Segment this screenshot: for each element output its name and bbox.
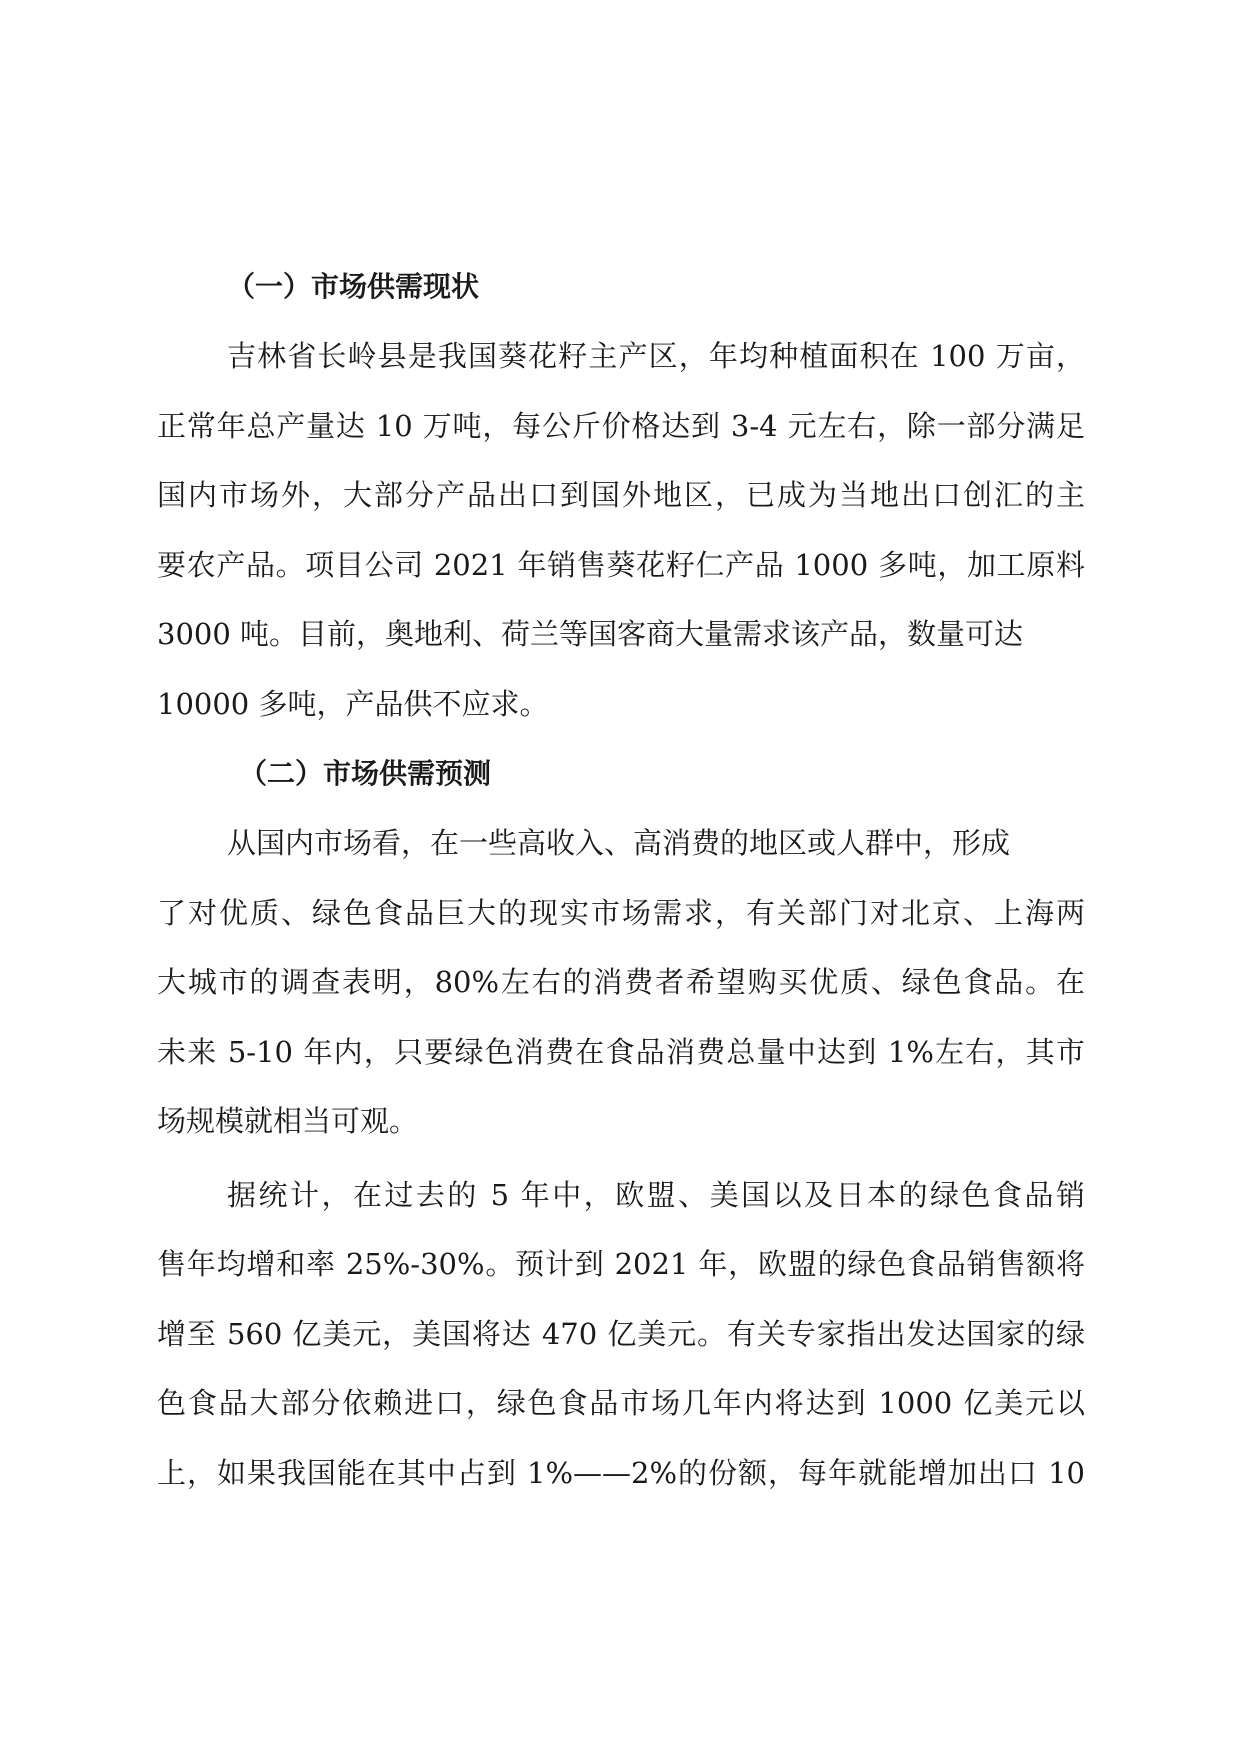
paragraph-domestic-market — [157, 809, 1085, 1157]
text-line: 未来 5-10 年内，只要绿色消费在食品消费总量中达到 1%左右，其市 — [157, 1034, 1085, 1069]
text-line: 场规模就相当可观。 — [157, 1104, 419, 1138]
text-line: 据统计，在过去的 5 年中，欧盟、美国以及日本的绿色食品销 — [227, 1177, 1085, 1212]
text-line: 售年均增和率 25%-30%。预计到 2021 年，欧盟的绿色食品销售额将 — [157, 1247, 1085, 1281]
text-line: 正常年总产量达 10 万吨，每公斤价格达到 3-4 元左右，除一部分满足 — [157, 408, 1085, 443]
paragraph-international-market — [157, 1161, 1085, 1509]
text-line: 从国内市场看，在一些高收入、高消费的地区或人群中，形成 — [227, 826, 1011, 860]
text-line: 大城市的调查表明，80%左右的消费者希望购买优质、绿色食品。在 — [157, 965, 1085, 999]
text-line: 色食品大部分依赖进口，绿色食品市场几年内将达到 1000 亿美元以 — [157, 1386, 1085, 1420]
text-line: 国内市场外，大部分产品出口到国外地区，已成为当地出口创汇的主 — [157, 478, 1085, 512]
section-heading-supply-status: （一）市场供需现状 — [227, 270, 480, 303]
text-line: 增至 560 亿美元，美国将达 470 亿美元。有关专家指出发达国家的绿 — [157, 1316, 1085, 1351]
text-line: 了对优质、绿色食品巨大的现实市场需求，有关部门对北京、上海两 — [157, 895, 1085, 930]
text-line: 要农产品。项目公司 2021 年销售葵花籽仁产品 1000 多吨，加工原料 — [157, 547, 1085, 582]
paragraph-supply-status — [157, 322, 1085, 739]
text-line: 吉林省长岭县是我国葵花籽主产区，年均种植面积在 100 万亩， — [227, 339, 1085, 373]
section-heading-supply-forecast: （二）市场供需预测 — [239, 757, 492, 790]
document-page — [157, 252, 1085, 1508]
text-line: 3000 吨。目前，奥地利、荷兰等国客商大量需求该产品，数量可达 — [157, 617, 1024, 651]
text-line: 上，如果我国能在其中占到 1%——2%的份额，每年就能增加出口 10 — [157, 1455, 1085, 1490]
text-line: 10000 多吨，产品供不应求。 — [157, 686, 549, 721]
